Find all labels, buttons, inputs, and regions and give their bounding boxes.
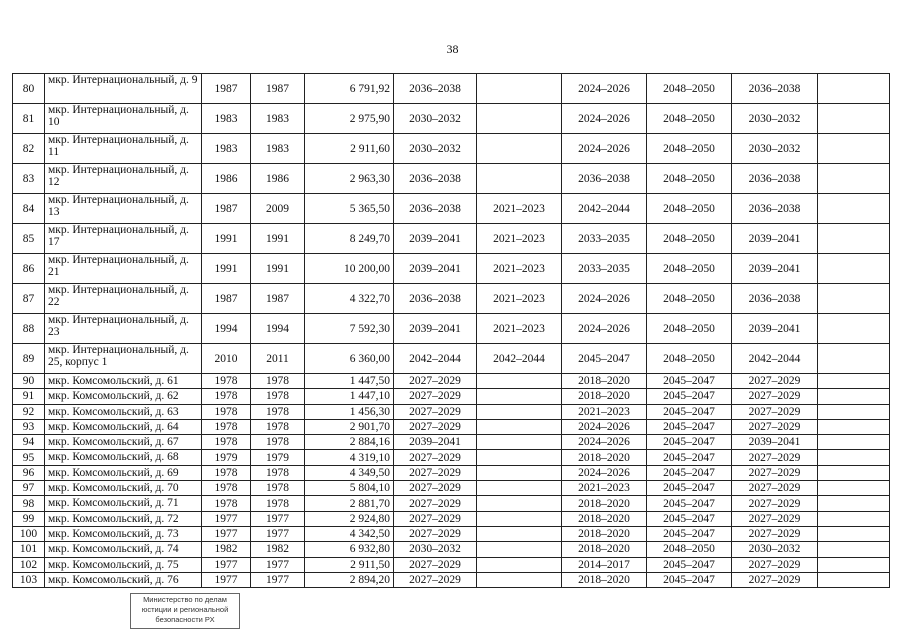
period-cell: 2036–2038: [394, 284, 477, 314]
period-cell: 2027–2029: [732, 404, 818, 419]
area-cell: 1 447,50: [305, 374, 394, 389]
empty-cell: [818, 465, 890, 480]
year-commissioned-cell: 1978: [251, 419, 305, 434]
period-cell: 2045–2047: [562, 344, 647, 374]
table-row: [13, 496, 890, 511]
year-commissioned-cell: 2009: [251, 194, 305, 224]
row-number: 82: [13, 134, 45, 164]
period-cell: 2024–2026: [562, 284, 647, 314]
address-cell: мкр. Комсомольский, д. 69: [45, 465, 202, 480]
housing-repair-table: [12, 73, 890, 588]
year-commissioned-cell: 1983: [251, 104, 305, 134]
year-commissioned-cell: 1991: [251, 224, 305, 254]
year-built-cell: 1983: [202, 104, 251, 134]
period-cell: [477, 542, 562, 557]
address-cell: мкр. Интернациональный, д. 21: [45, 254, 202, 284]
address-cell: мкр. Интернациональный, д. 11: [45, 134, 202, 164]
empty-cell: [818, 526, 890, 541]
year-built-cell: 1987: [202, 74, 251, 104]
table-row: [13, 224, 890, 254]
table-row: [13, 419, 890, 434]
stamp-line: юстиции и региональной: [141, 605, 229, 614]
year-commissioned-cell: 1978: [251, 374, 305, 389]
year-commissioned-cell: 1977: [251, 557, 305, 572]
empty-cell: [818, 374, 890, 389]
area-cell: 2 963,30: [305, 164, 394, 194]
period-cell: 2036–2038: [732, 164, 818, 194]
stamp-line: Министерство по делам: [143, 595, 227, 604]
row-number: 103: [13, 572, 45, 587]
period-cell: [477, 526, 562, 541]
row-number: 99: [13, 511, 45, 526]
period-cell: 2045–2047: [647, 526, 732, 541]
period-cell: 2036–2038: [394, 164, 477, 194]
page-number: 38: [446, 42, 459, 56]
empty-cell: [818, 254, 890, 284]
address-cell: мкр. Комсомольский, д. 67: [45, 435, 202, 450]
period-cell: 2024–2026: [562, 465, 647, 480]
table-row: [13, 284, 890, 314]
empty-cell: [818, 496, 890, 511]
area-cell: 6 932,80: [305, 542, 394, 557]
area-cell: 8 249,70: [305, 224, 394, 254]
period-cell: 2036–2038: [732, 194, 818, 224]
year-commissioned-cell: 1987: [251, 74, 305, 104]
area-cell: 6 360,00: [305, 344, 394, 374]
period-cell: 2027–2029: [732, 572, 818, 587]
period-cell: 2039–2041: [394, 435, 477, 450]
period-cell: 2027–2029: [394, 374, 477, 389]
area-cell: 2 911,50: [305, 557, 394, 572]
period-cell: 2030–2032: [732, 134, 818, 164]
period-cell: 2045–2047: [647, 374, 732, 389]
period-cell: 2027–2029: [732, 374, 818, 389]
year-built-cell: 1978: [202, 496, 251, 511]
table-row: [13, 511, 890, 526]
year-commissioned-cell: 1987: [251, 284, 305, 314]
period-cell: 2014–2017: [562, 557, 647, 572]
period-cell: 2027–2029: [732, 496, 818, 511]
row-number: 84: [13, 194, 45, 224]
year-built-cell: 1977: [202, 511, 251, 526]
empty-cell: [818, 419, 890, 434]
period-cell: 2027–2029: [394, 572, 477, 587]
period-cell: 2027–2029: [732, 526, 818, 541]
year-built-cell: 1982: [202, 542, 251, 557]
period-cell: [477, 481, 562, 496]
period-cell: 2018–2020: [562, 374, 647, 389]
period-cell: 2027–2029: [394, 511, 477, 526]
period-cell: [477, 496, 562, 511]
empty-cell: [818, 134, 890, 164]
period-cell: 2018–2020: [562, 496, 647, 511]
year-commissioned-cell: 1977: [251, 526, 305, 541]
table-row: [13, 164, 890, 194]
address-cell: мкр. Интернациональный, д. 22: [45, 284, 202, 314]
period-cell: 2045–2047: [647, 572, 732, 587]
period-cell: 2018–2020: [562, 572, 647, 587]
period-cell: 2039–2041: [394, 254, 477, 284]
year-commissioned-cell: 1977: [251, 572, 305, 587]
period-cell: 2024–2026: [562, 435, 647, 450]
period-cell: 2048–2050: [647, 134, 732, 164]
period-cell: 2036–2038: [732, 74, 818, 104]
address-cell: мкр. Комсомольский, д. 68: [45, 450, 202, 465]
year-commissioned-cell: 1979: [251, 450, 305, 465]
period-cell: 2030–2032: [394, 104, 477, 134]
period-cell: 2027–2029: [732, 450, 818, 465]
address-cell: мкр. Интернациональный, д. 23: [45, 314, 202, 344]
period-cell: 2042–2044: [477, 344, 562, 374]
period-cell: 2048–2050: [647, 74, 732, 104]
area-cell: 10 200,00: [305, 254, 394, 284]
year-built-cell: 1991: [202, 224, 251, 254]
period-cell: 2027–2029: [394, 481, 477, 496]
address-cell: мкр. Комсомольский, д. 71: [45, 496, 202, 511]
area-cell: 2 901,70: [305, 419, 394, 434]
year-built-cell: 1979: [202, 450, 251, 465]
table-row: [13, 404, 890, 419]
area-cell: 2 894,20: [305, 572, 394, 587]
period-cell: 2045–2047: [647, 557, 732, 572]
period-cell: 2018–2020: [562, 526, 647, 541]
year-commissioned-cell: 1978: [251, 435, 305, 450]
period-cell: 2024–2026: [562, 104, 647, 134]
table-row: [13, 254, 890, 284]
period-cell: 2021–2023: [477, 224, 562, 254]
year-built-cell: 1987: [202, 194, 251, 224]
period-cell: 2042–2044: [732, 344, 818, 374]
period-cell: 2024–2026: [562, 74, 647, 104]
period-cell: 2033–2035: [562, 224, 647, 254]
period-cell: 2048–2050: [647, 314, 732, 344]
period-cell: 2027–2029: [732, 419, 818, 434]
period-cell: [477, 511, 562, 526]
period-cell: 2027–2029: [394, 496, 477, 511]
period-cell: 2021–2023: [562, 404, 647, 419]
year-built-cell: 1986: [202, 164, 251, 194]
period-cell: [477, 374, 562, 389]
year-commissioned-cell: 1978: [251, 481, 305, 496]
area-cell: 2 884,16: [305, 435, 394, 450]
period-cell: 2030–2032: [732, 104, 818, 134]
period-cell: 2045–2047: [647, 481, 732, 496]
year-commissioned-cell: 1978: [251, 465, 305, 480]
table-row: [13, 557, 890, 572]
period-cell: 2048–2050: [647, 104, 732, 134]
row-number: 94: [13, 435, 45, 450]
address-cell: мкр. Интернациональный, д. 9: [45, 74, 202, 104]
year-built-cell: 1978: [202, 389, 251, 404]
period-cell: 2018–2020: [562, 542, 647, 557]
year-commissioned-cell: 1994: [251, 314, 305, 344]
table-row: [13, 542, 890, 557]
period-cell: 2039–2041: [732, 224, 818, 254]
period-cell: 2030–2032: [732, 542, 818, 557]
period-cell: [477, 164, 562, 194]
empty-cell: [818, 194, 890, 224]
empty-cell: [818, 435, 890, 450]
period-cell: 2027–2029: [732, 465, 818, 480]
table-row: [13, 374, 890, 389]
empty-cell: [818, 542, 890, 557]
area-cell: 5 365,50: [305, 194, 394, 224]
period-cell: 2048–2050: [647, 254, 732, 284]
period-cell: 2018–2020: [562, 450, 647, 465]
period-cell: 2036–2038: [732, 284, 818, 314]
period-cell: [477, 404, 562, 419]
table-row: [13, 194, 890, 224]
period-cell: 2045–2047: [647, 450, 732, 465]
period-cell: 2027–2029: [394, 419, 477, 434]
year-built-cell: 1978: [202, 481, 251, 496]
period-cell: 2048–2050: [647, 164, 732, 194]
period-cell: 2036–2038: [394, 74, 477, 104]
period-cell: 2030–2032: [394, 542, 477, 557]
period-cell: 2027–2029: [732, 389, 818, 404]
period-cell: 2021–2023: [477, 194, 562, 224]
period-cell: [477, 435, 562, 450]
period-cell: 2021–2023: [562, 481, 647, 496]
period-cell: 2027–2029: [732, 481, 818, 496]
area-cell: 2 975,90: [305, 104, 394, 134]
period-cell: 2036–2038: [562, 164, 647, 194]
address-cell: мкр. Интернациональный, д. 10: [45, 104, 202, 134]
year-built-cell: 1987: [202, 284, 251, 314]
row-number: 96: [13, 465, 45, 480]
period-cell: 2021–2023: [477, 254, 562, 284]
address-cell: мкр. Комсомольский, д. 73: [45, 526, 202, 541]
year-built-cell: 1977: [202, 572, 251, 587]
year-built-cell: 1978: [202, 465, 251, 480]
table-row: [13, 572, 890, 587]
period-cell: 2027–2029: [732, 511, 818, 526]
row-number: 97: [13, 481, 45, 496]
period-cell: [477, 557, 562, 572]
empty-cell: [818, 389, 890, 404]
area-cell: 4 342,50: [305, 526, 394, 541]
year-commissioned-cell: 1983: [251, 134, 305, 164]
period-cell: 2039–2041: [394, 224, 477, 254]
area-cell: 2 924,80: [305, 511, 394, 526]
area-cell: 4 319,10: [305, 450, 394, 465]
period-cell: 2027–2029: [394, 389, 477, 404]
year-commissioned-cell: 1986: [251, 164, 305, 194]
period-cell: 2027–2029: [394, 404, 477, 419]
row-number: 91: [13, 389, 45, 404]
year-built-cell: 1977: [202, 526, 251, 541]
row-number: 93: [13, 419, 45, 434]
table-row: [13, 134, 890, 164]
year-built-cell: 1983: [202, 134, 251, 164]
period-cell: 2024–2026: [562, 134, 647, 164]
area-cell: 1 456,30: [305, 404, 394, 419]
table-row: [13, 389, 890, 404]
stamp-line: безопасности РХ: [155, 615, 215, 624]
address-cell: мкр. Комсомольский, д. 74: [45, 542, 202, 557]
row-number: 98: [13, 496, 45, 511]
empty-cell: [818, 314, 890, 344]
period-cell: 2027–2029: [394, 465, 477, 480]
period-cell: [477, 134, 562, 164]
year-commissioned-cell: 1991: [251, 254, 305, 284]
area-cell: 2 881,70: [305, 496, 394, 511]
year-built-cell: 1978: [202, 404, 251, 419]
period-cell: 2048–2050: [647, 284, 732, 314]
address-cell: мкр. Интернациональный, д. 12: [45, 164, 202, 194]
empty-cell: [818, 481, 890, 496]
area-cell: 4 349,50: [305, 465, 394, 480]
address-cell: мкр. Интернациональный, д. 13: [45, 194, 202, 224]
address-cell: мкр. Комсомольский, д. 64: [45, 419, 202, 434]
address-cell: мкр. Комсомольский, д. 72: [45, 511, 202, 526]
row-number: 86: [13, 254, 45, 284]
row-number: 81: [13, 104, 45, 134]
period-cell: 2048–2050: [647, 224, 732, 254]
table-row: [13, 481, 890, 496]
period-cell: 2021–2023: [477, 284, 562, 314]
period-cell: 2042–2044: [394, 344, 477, 374]
row-number: 89: [13, 344, 45, 374]
period-cell: 2045–2047: [647, 389, 732, 404]
year-built-cell: 1978: [202, 419, 251, 434]
empty-cell: [818, 557, 890, 572]
period-cell: 2030–2032: [394, 134, 477, 164]
period-cell: 2018–2020: [562, 389, 647, 404]
period-cell: 2045–2047: [647, 465, 732, 480]
period-cell: 2045–2047: [647, 419, 732, 434]
address-cell: мкр. Комсомольский, д. 62: [45, 389, 202, 404]
area-cell: 1 447,10: [305, 389, 394, 404]
empty-cell: [818, 511, 890, 526]
table-row: [13, 314, 890, 344]
year-commissioned-cell: 1978: [251, 496, 305, 511]
row-number: 87: [13, 284, 45, 314]
period-cell: [477, 450, 562, 465]
row-number: 95: [13, 450, 45, 465]
period-cell: 2039–2041: [732, 435, 818, 450]
period-cell: 2039–2041: [732, 314, 818, 344]
area-cell: 6 791,92: [305, 74, 394, 104]
empty-cell: [818, 284, 890, 314]
row-number: 92: [13, 404, 45, 419]
period-cell: [477, 74, 562, 104]
row-number: 83: [13, 164, 45, 194]
year-built-cell: 1977: [202, 557, 251, 572]
address-cell: мкр. Комсомольский, д. 61: [45, 374, 202, 389]
table-row: [13, 465, 890, 480]
period-cell: 2045–2047: [647, 435, 732, 450]
period-cell: 2039–2041: [732, 254, 818, 284]
period-cell: 2048–2050: [647, 194, 732, 224]
period-cell: 2036–2038: [394, 194, 477, 224]
empty-cell: [818, 74, 890, 104]
table-row: [13, 104, 890, 134]
row-number: 80: [13, 74, 45, 104]
year-built-cell: 1978: [202, 374, 251, 389]
area-cell: 2 911,60: [305, 134, 394, 164]
period-cell: 2027–2029: [732, 557, 818, 572]
empty-cell: [818, 164, 890, 194]
year-built-cell: 1978: [202, 435, 251, 450]
table-row: [13, 450, 890, 465]
period-cell: 2042–2044: [562, 194, 647, 224]
table-row: [13, 74, 890, 104]
year-commissioned-cell: 1977: [251, 511, 305, 526]
area-cell: 7 592,30: [305, 314, 394, 344]
address-cell: мкр. Интернациональный, д. 17: [45, 224, 202, 254]
period-cell: 2048–2050: [647, 344, 732, 374]
table-row: [13, 526, 890, 541]
table-row: [13, 344, 890, 374]
address-cell: мкр. Комсомольский, д. 70: [45, 481, 202, 496]
row-number: 102: [13, 557, 45, 572]
table-body: [13, 74, 890, 588]
period-cell: 2045–2047: [647, 404, 732, 419]
period-cell: [477, 104, 562, 134]
period-cell: 2018–2020: [562, 511, 647, 526]
row-number: 100: [13, 526, 45, 541]
period-cell: 2027–2029: [394, 526, 477, 541]
period-cell: 2024–2026: [562, 314, 647, 344]
row-number: 90: [13, 374, 45, 389]
empty-cell: [818, 404, 890, 419]
year-commissioned-cell: 1982: [251, 542, 305, 557]
empty-cell: [818, 450, 890, 465]
year-built-cell: 1994: [202, 314, 251, 344]
year-built-cell: 2010: [202, 344, 251, 374]
address-cell: мкр. Интернациональный, д. 25, корпус 1: [45, 344, 202, 374]
address-cell: мкр. Комсомольский, д. 76: [45, 572, 202, 587]
table-row: [13, 435, 890, 450]
period-cell: [477, 419, 562, 434]
year-commissioned-cell: 2011: [251, 344, 305, 374]
address-cell: мкр. Комсомольский, д. 75: [45, 557, 202, 572]
period-cell: 2033–2035: [562, 254, 647, 284]
period-cell: [477, 465, 562, 480]
period-cell: 2027–2029: [394, 557, 477, 572]
row-number: 85: [13, 224, 45, 254]
period-cell: 2045–2047: [647, 511, 732, 526]
period-cell: [477, 572, 562, 587]
empty-cell: [818, 344, 890, 374]
year-commissioned-cell: 1978: [251, 389, 305, 404]
period-cell: 2021–2023: [477, 314, 562, 344]
empty-cell: [818, 224, 890, 254]
period-cell: 2048–2050: [647, 542, 732, 557]
empty-cell: [818, 104, 890, 134]
year-commissioned-cell: 1978: [251, 404, 305, 419]
registration-stamp: [130, 593, 240, 629]
period-cell: 2024–2026: [562, 419, 647, 434]
area-cell: 5 804,10: [305, 481, 394, 496]
address-cell: мкр. Комсомольский, д. 63: [45, 404, 202, 419]
period-cell: 2027–2029: [394, 450, 477, 465]
row-number: 101: [13, 542, 45, 557]
empty-cell: [818, 572, 890, 587]
year-built-cell: 1991: [202, 254, 251, 284]
period-cell: [477, 389, 562, 404]
row-number: 88: [13, 314, 45, 344]
area-cell: 4 322,70: [305, 284, 394, 314]
period-cell: 2039–2041: [394, 314, 477, 344]
period-cell: 2045–2047: [647, 496, 732, 511]
